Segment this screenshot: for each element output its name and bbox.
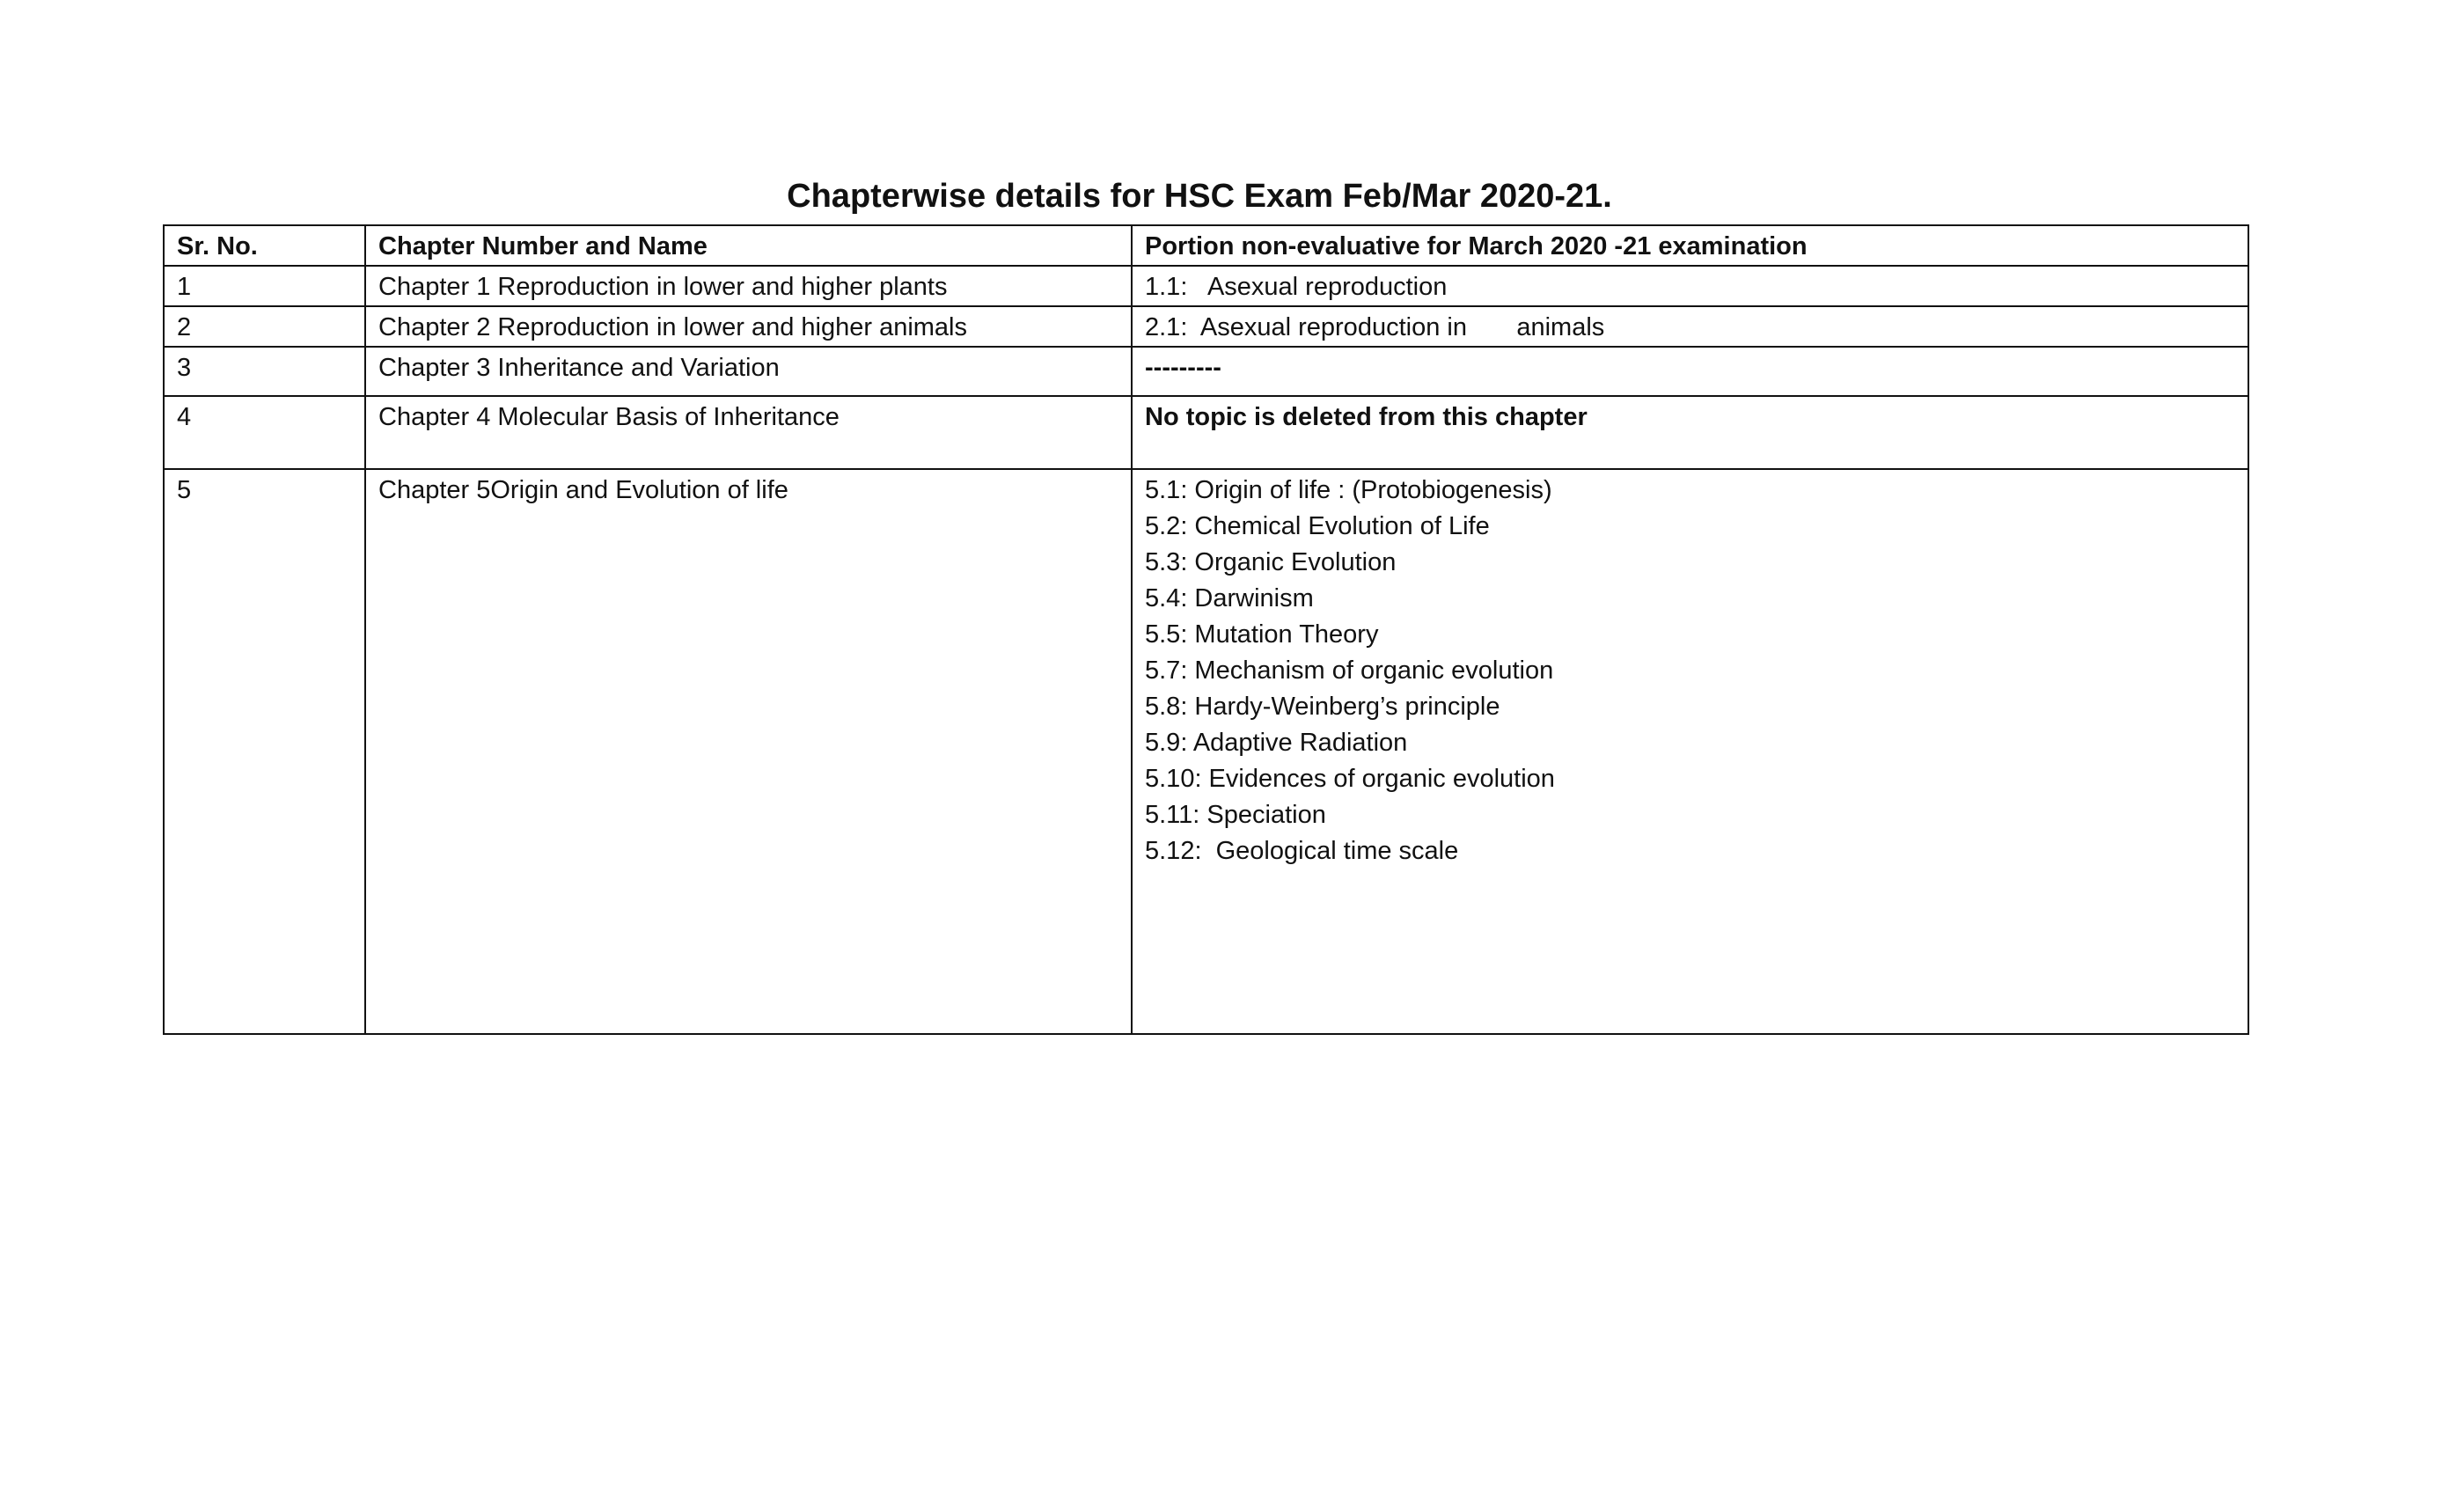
portion-cell: --------- (1132, 347, 2248, 396)
sr-no-cell: 1 (164, 266, 365, 306)
portion-cell (1132, 469, 2248, 1034)
portion-cell: 2.1: Asexual reproduction in animals (1132, 306, 2248, 347)
table-row (164, 266, 2248, 306)
portion-item: 5.8: Hardy-Weinberg’s principle (1145, 693, 1500, 721)
portion-item: 5.5: Mutation Theory (1145, 620, 1379, 649)
portion-item: 5.4: Darwinism (1145, 584, 1314, 612)
portion-item: 5.11: Speciation (1145, 801, 1326, 829)
chapter-cell: Chapter 4 Molecular Basis of Inheritance (365, 396, 1132, 469)
portion-item: 5.2: Chemical Evolution of Life (1145, 512, 1490, 540)
portion-cell: 1.1: Asexual reproduction (1132, 266, 2248, 306)
chapter-cell: Chapter 1 Reproduction in lower and higher plants (365, 266, 1132, 306)
header-chapter: Chapter Number and Name (365, 225, 1132, 266)
chapter-table (163, 224, 2249, 1035)
portion-item: 5.3: Organic Evolution (1145, 548, 1397, 576)
table-row (164, 396, 2248, 469)
table-row (164, 469, 2248, 1034)
header-sr-no: Sr. No. (164, 225, 365, 266)
sr-no-cell: 2 (164, 306, 365, 347)
chapter-cell: Chapter 3 Inheritance and Variation (365, 347, 1132, 396)
chapter-cell: Chapter 5Origin and Evolution of life (365, 469, 1132, 1034)
chapter-cell: Chapter 2 Reproduction in lower and higher animals (365, 306, 1132, 347)
page-title: Chapterwise details for HSC Exam Feb/Mar 2020-21. (787, 178, 1612, 215)
portion-item: 5.7: Mechanism of organic evolution (1145, 656, 1554, 685)
header-portion: Portion non-evaluative for March 2020 -21 examination (1132, 225, 2248, 266)
table-header-row (164, 225, 2248, 266)
portion-cell: No topic is deleted from this chapter (1132, 396, 2248, 469)
sr-no-cell: 5 (164, 469, 365, 1034)
sr-no-cell: 4 (164, 396, 365, 469)
portion-item: 5.1: Origin of life : (Protobiogenesis) (1145, 476, 1552, 504)
portion-item: 5.10: Evidences of organic evolution (1145, 765, 1555, 793)
sr-no-cell: 3 (164, 347, 365, 396)
portion-item: 5.12: Geological time scale (1145, 837, 1459, 865)
table-row (164, 347, 2248, 396)
portion-item: 5.9: Adaptive Radiation (1145, 729, 1408, 757)
table-row (164, 306, 2248, 347)
